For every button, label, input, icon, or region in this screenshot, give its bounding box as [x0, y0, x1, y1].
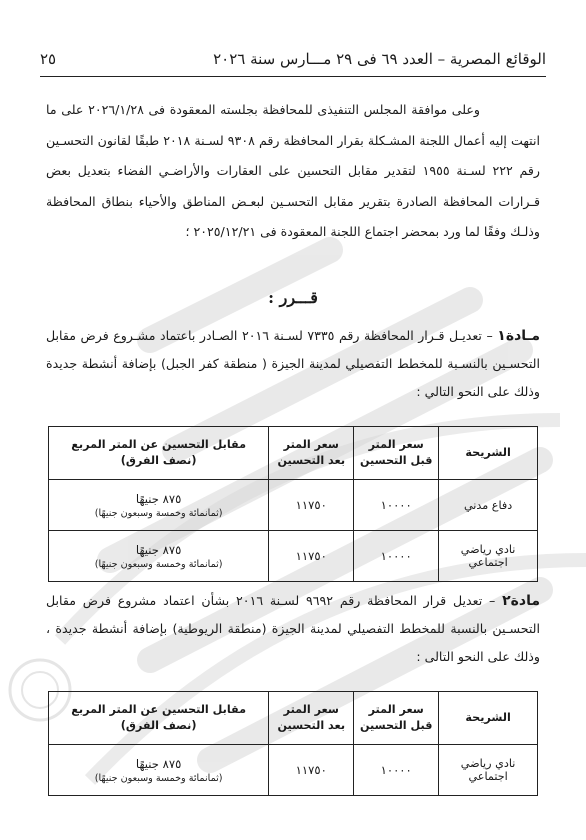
- tariff-table-2: [48, 691, 538, 796]
- article-1: [46, 322, 540, 406]
- cell-price-after: ١١٧٥٠: [269, 480, 354, 531]
- cell-price-before: ١٠٠٠٠: [354, 480, 439, 531]
- intro-text: وعلى موافقة المجلس التنفيذى للمحافظة بجلسته المعقودة فى ٢٠٢٦/١/٢٨ على ما انتهت إليه أعمال اللجنة المشـكلة بقرار المحافظة رقم ٩٣٠٨ لسـنة ٢٠١٨ طبقًا لقانون التحسـين رقم ٢٢٢ لسـنة ١٩٥٥ لتقدير مقابل التحسين على العقارات والأراضـي الفضاء بتعديل بعض قـرارات المحافظة الصادرة بتقرير مقابل التحسـين لبعـض المناطق والأحياء بنطاق المحافظة وذلـك وفقًا لما ورد بمحضر اجتماع اللجنة المعقودة فى ٢٠٢٥/١٢/٢١ ؛: [46, 102, 540, 239]
- improvement-words: (ثمانمائة وخمسة وسبعون جنيهًا): [94, 558, 223, 570]
- article-2-label: مادة٢: [502, 593, 540, 609]
- cell-improvement: [49, 745, 269, 796]
- cell-segment: نادي رياضي اجتماعي: [439, 531, 538, 582]
- header-price-before: سعر المتر قبل التحسين: [354, 427, 439, 480]
- page-number: ٢٥: [40, 50, 57, 68]
- cell-price-after: ١١٧٥٠: [269, 531, 354, 582]
- table-row: [49, 745, 538, 796]
- improvement-amount: ٨٧٥ جنيهًا: [135, 491, 182, 506]
- table-header-row: [49, 692, 538, 745]
- cell-segment: نادي رياضي اجتماعي: [439, 745, 538, 796]
- article-2-text: – تعديل قرار المحافظة رقم ٩٦٩٢ لسـنة ٢٠١٦ بشأن اعتماد مشروع فرض مقابل التحسـين بالنسبة للمخطط التفصيلي لمدينة الجيزة (منطقة الريوطية) بإضافة أنشطة جديدة ، وذلك على النحو التالى :: [46, 593, 540, 664]
- header-improvement: مقابل التحسين عن المتر المربع (نصف الفرق): [49, 427, 269, 480]
- decision-heading: قـــرر :: [268, 288, 318, 307]
- article-2: [46, 587, 540, 671]
- improvement-words: (ثمانمائة وخمسة وسبعون جنيهًا): [94, 772, 223, 784]
- cell-improvement: [49, 480, 269, 531]
- header-segment: الشريحة: [439, 692, 538, 745]
- journal-title: الوقائع المصرية – العدد ٦٩ فى ٢٩ مـــارس سنة ٢٠٢٦: [213, 50, 546, 68]
- cell-price-after: ١١٧٥٠: [269, 745, 354, 796]
- cell-price-before: ١٠٠٠٠: [354, 745, 439, 796]
- table-header-row: [49, 427, 538, 480]
- header-improvement: مقابل التحسين عن المتر المربع (نصف الفرق): [49, 692, 269, 745]
- improvement-amount: ٨٧٥ جنيهًا: [135, 542, 182, 557]
- header-divider: [40, 76, 546, 77]
- improvement-amount: ٨٧٥ جنيهًا: [135, 756, 182, 771]
- cell-segment: دفاع مدني: [439, 480, 538, 531]
- table-row: [49, 480, 538, 531]
- article-1-label: مـادة١: [497, 328, 541, 344]
- improvement-words: (ثمانمائة وخمسة وسبعون جنيهًا): [94, 507, 223, 519]
- intro-paragraph: [46, 95, 540, 248]
- cell-improvement: [49, 531, 269, 582]
- page-header: [40, 46, 546, 72]
- cell-price-before: ١٠٠٠٠: [354, 531, 439, 582]
- tariff-table-1: [48, 426, 538, 582]
- table-row: [49, 531, 538, 582]
- header-price-before: سعر المتر قبل التحسين: [354, 692, 439, 745]
- header-price-after: سعر المتر بعد التحسين: [269, 427, 354, 480]
- article-1-text: – تعديـل قـرار المحافظة رقم ٧٣٣٥ لسـنة ٢٠١٦ الصـادر باعتماد مشـروع فرض مقابل التحسـين بالنسـبة للمخطط التفصيلي لمدينة الجيزة ( منطقة كفر الجبل) بإضافة أنشطة جديدة وذلك على النحو التالي :: [46, 328, 540, 399]
- header-price-after: سعر المتر بعد التحسين: [269, 692, 354, 745]
- header-segment: الشريحة: [439, 427, 538, 480]
